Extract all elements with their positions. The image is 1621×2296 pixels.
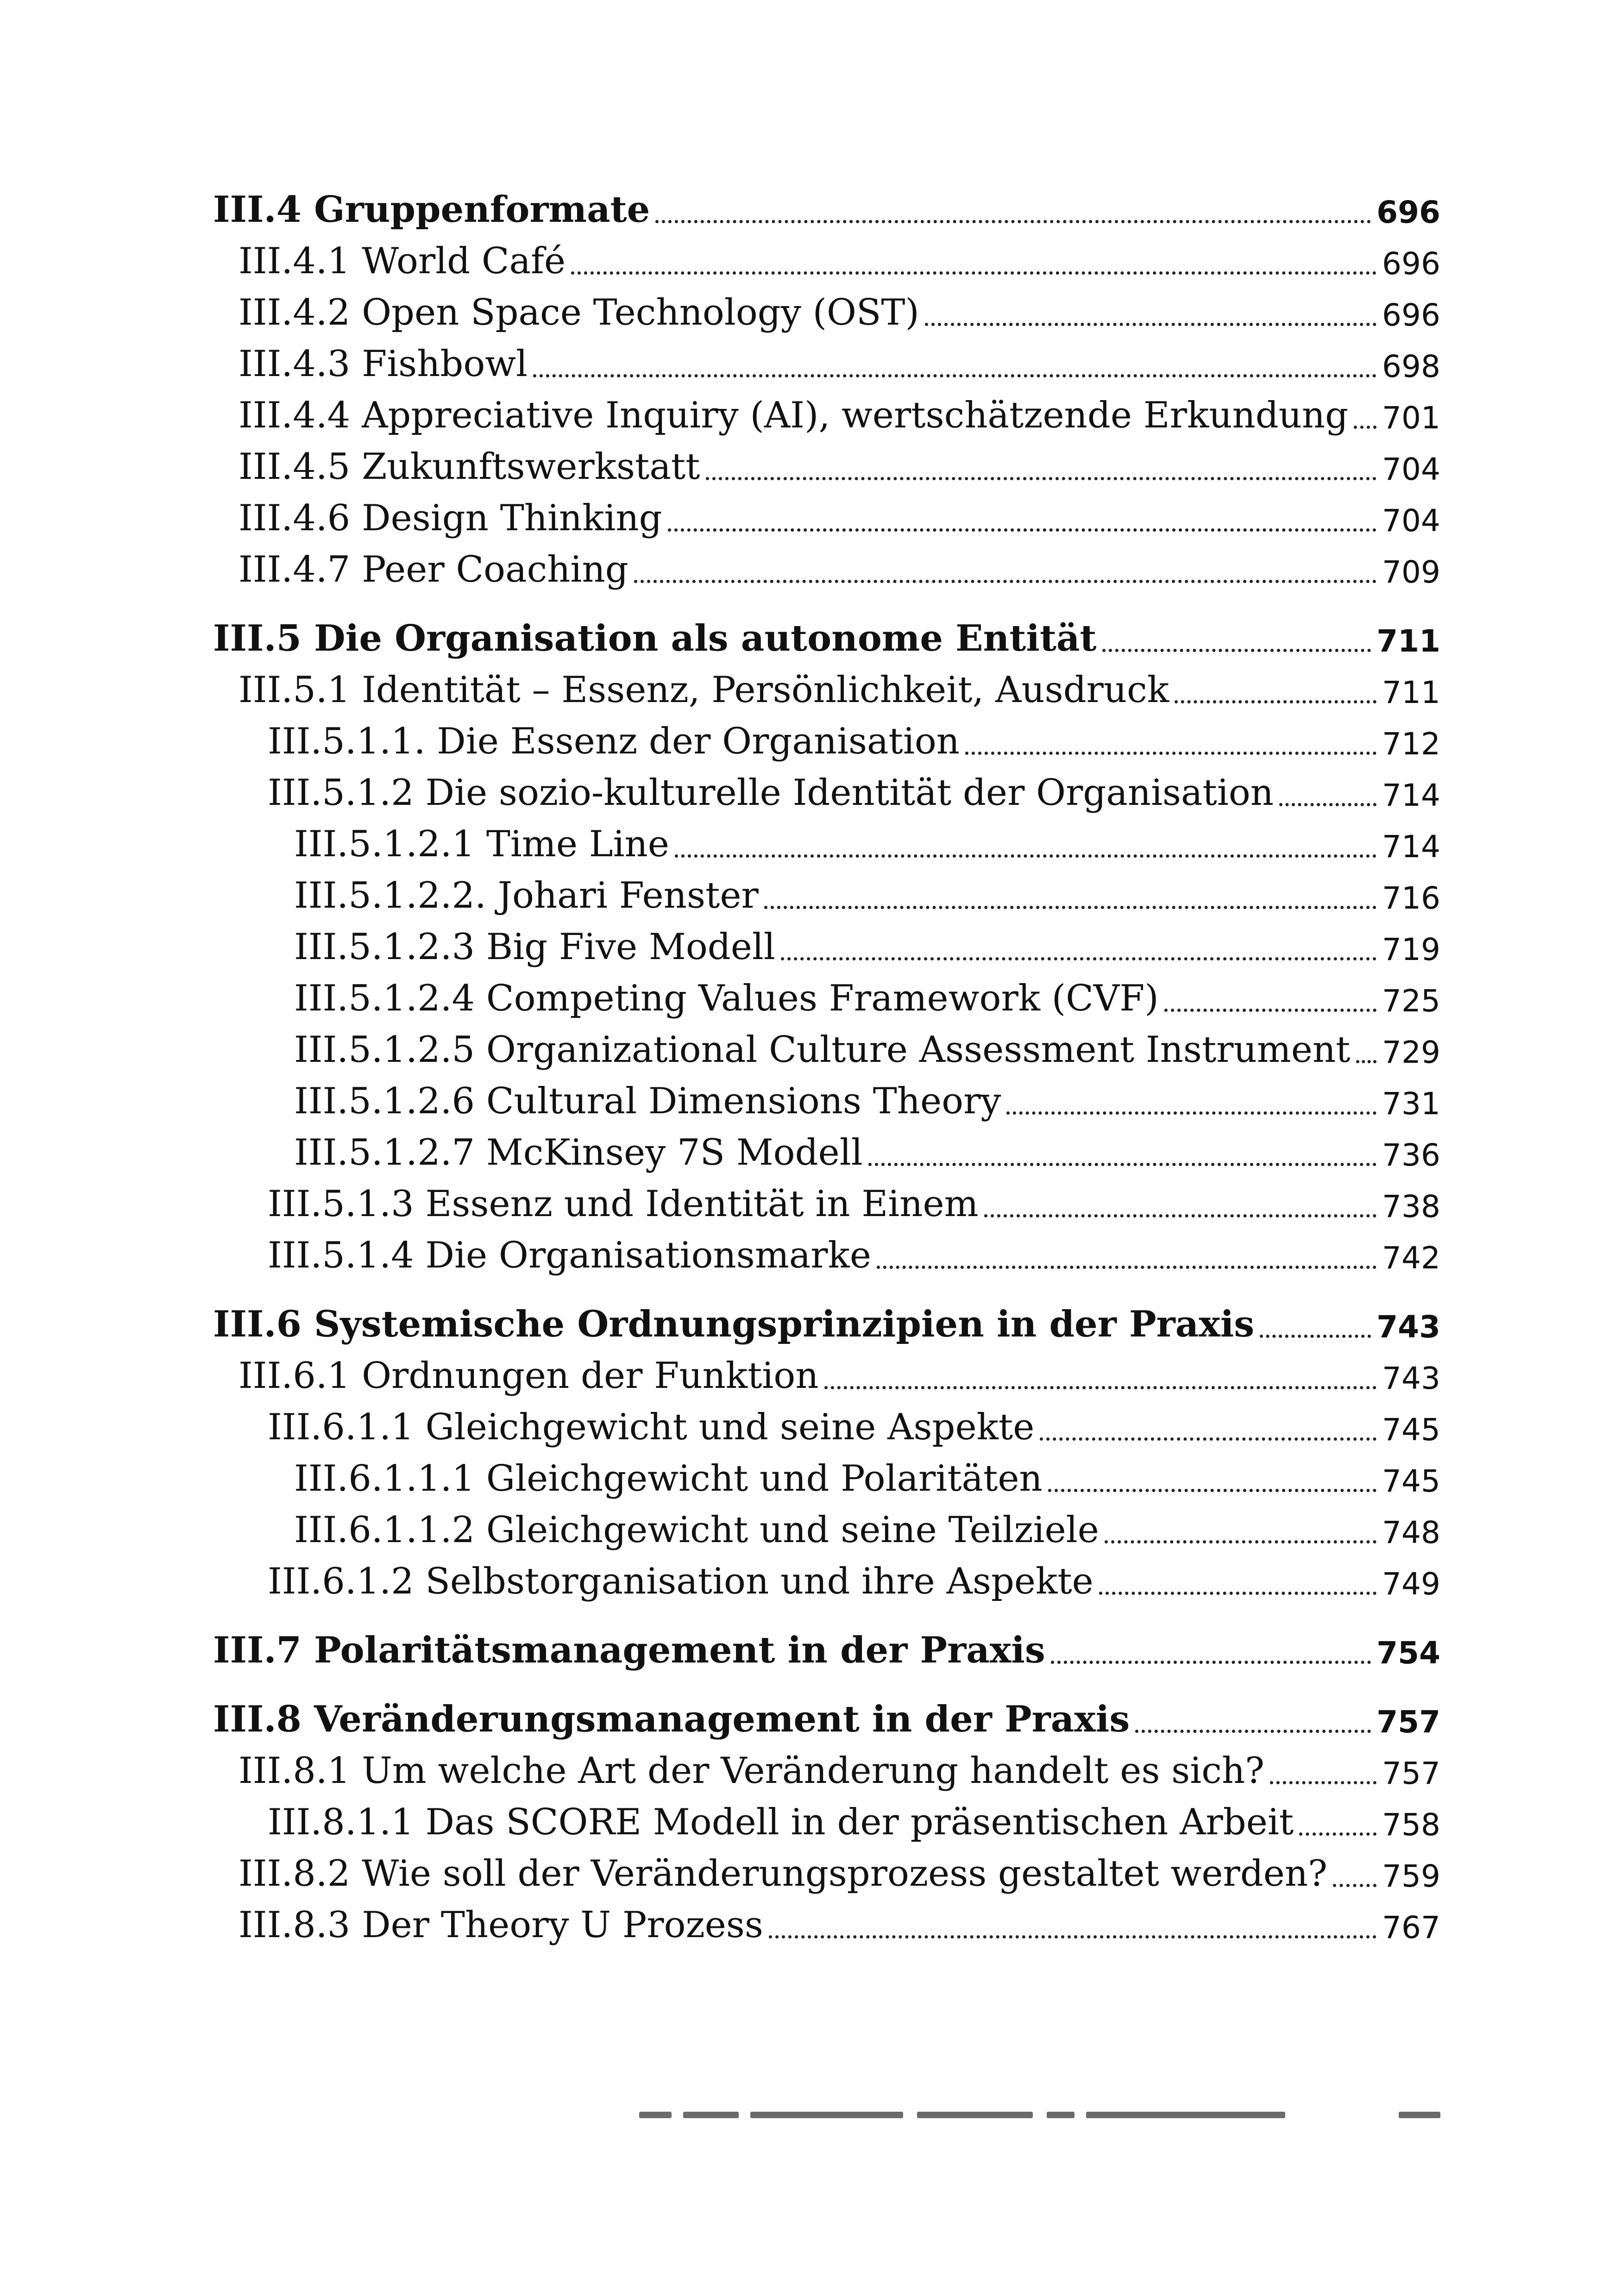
dot-leader <box>634 580 1376 583</box>
toc-entry[interactable] <box>213 1074 1440 1126</box>
toc-entry[interactable] <box>213 543 1440 594</box>
dot-leader <box>533 374 1376 377</box>
toc-entry-title: III.5.1.2.5 Organizational Culture Assessment Instrument <box>294 1029 1351 1071</box>
toc-entry-page: 767 <box>1382 1910 1440 1945</box>
toc-entry-title: III.8.2 Wie soll der Veränderungsprozess gestaltet werden? <box>239 1853 1327 1895</box>
toc-entry-page: 701 <box>1382 400 1440 436</box>
dot-leader <box>1006 1111 1376 1115</box>
toc-entry-page: 743 <box>1376 1309 1440 1345</box>
toc-entry-title: III.8.1 Um welche Art der Veränderung handelt es sich? <box>239 1750 1265 1792</box>
toc-entry[interactable] <box>213 817 1440 869</box>
toc-entry[interactable] <box>213 1503 1440 1555</box>
toc-entry-title: III.4.7 Peer Coaching <box>239 549 628 590</box>
toc-entry-page: 758 <box>1382 1807 1440 1843</box>
toc-entry[interactable] <box>213 1177 1440 1229</box>
toc-entry-page: 745 <box>1382 1463 1440 1499</box>
toc-entry[interactable] <box>213 1744 1440 1795</box>
toc-entry[interactable] <box>213 1023 1440 1074</box>
dot-leader <box>781 957 1376 960</box>
toc-entry-page: 696 <box>1382 297 1440 333</box>
toc-entry-page: 748 <box>1382 1515 1440 1550</box>
toc-entry[interactable] <box>213 1349 1440 1400</box>
toc-entry-title: III.4.2 Open Space Technology (OST) <box>239 292 919 333</box>
toc-entry-title: III.6.1.2 Selbstorganisation und ihre Aspekte <box>268 1561 1093 1602</box>
toc-entry-title: III.5.1.2.4 Competing Values Framework (CVF) <box>294 978 1159 1019</box>
toc-entry-page: 731 <box>1382 1086 1440 1122</box>
toc-entry-title: III.5.1.2 Die sozio-kulturelle Identität der Organisation <box>268 772 1274 814</box>
dot-leader <box>1099 1592 1376 1595</box>
toc-entry-title: III.5.1.4 Die Organisationsmarke <box>268 1235 871 1276</box>
dot-leader <box>1135 1730 1371 1733</box>
toc-entry[interactable] <box>213 663 1440 715</box>
toc-entry-page: 745 <box>1382 1412 1440 1448</box>
toc-entry-title: III.7 Polaritätsmanagement in der Praxis <box>213 1629 1045 1671</box>
dot-leader <box>1279 803 1376 806</box>
dot-leader <box>925 323 1376 326</box>
dot-leader <box>1051 1661 1371 1664</box>
toc-entry[interactable] <box>213 972 1440 1023</box>
toc-entry[interactable] <box>213 389 1440 440</box>
toc-entry-page: 757 <box>1382 1756 1440 1791</box>
toc-entry-page: 711 <box>1382 675 1440 710</box>
toc-entry[interactable] <box>213 1229 1440 1280</box>
toc-entry[interactable] <box>213 337 1440 389</box>
toc-entry-page: 749 <box>1382 1566 1440 1602</box>
toc-entry-page: 711 <box>1376 623 1440 659</box>
toc-entry[interactable] <box>213 491 1440 543</box>
toc-entry-title: III.4.1 World Café <box>239 240 566 282</box>
toc-entry[interactable] <box>213 1795 1440 1847</box>
toc-entry[interactable] <box>213 1126 1440 1177</box>
dot-leader <box>675 854 1376 858</box>
dot-leader <box>764 906 1376 909</box>
toc-entry-page: 712 <box>1382 726 1440 762</box>
toc-entry-page: 704 <box>1382 452 1440 487</box>
dot-leader <box>655 220 1371 223</box>
toc-entry-title: III.8.3 Der Theory U Prozess <box>239 1904 763 1946</box>
dot-leader <box>1333 1884 1376 1887</box>
dot-leader <box>1356 1060 1377 1063</box>
dot-leader <box>571 271 1376 275</box>
toc-entry[interactable] <box>213 1400 1440 1452</box>
toc-entry[interactable] <box>213 1847 1440 1898</box>
toc-entry[interactable] <box>213 1693 1440 1744</box>
toc-entry-page: 729 <box>1382 1035 1440 1070</box>
toc-entry-page: 696 <box>1376 194 1440 230</box>
dot-leader <box>1105 1540 1376 1543</box>
dot-leader <box>1299 1832 1376 1836</box>
toc-entry-page: 759 <box>1382 1858 1440 1894</box>
toc-entry[interactable] <box>213 1555 1440 1606</box>
dot-leader <box>1270 1781 1376 1784</box>
toc-entry-page: 725 <box>1382 983 1440 1019</box>
toc-entry-title: III.5.1.2.6 Cultural Dimensions Theory <box>294 1080 1001 1122</box>
toc-entry-page: 743 <box>1382 1361 1440 1396</box>
dot-leader <box>769 1935 1376 1938</box>
dot-leader <box>1040 1437 1376 1441</box>
toc-entry-title: III.5.1.1. Die Essenz der Organisation <box>268 721 960 762</box>
dot-leader <box>1354 426 1376 429</box>
toc-entry-title: III.5.1.3 Essenz und Identität in Einem <box>268 1183 979 1225</box>
dot-leader <box>868 1163 1376 1166</box>
toc-entry-title: III.4.3 Fishbowl <box>239 343 528 385</box>
toc-entry-title: III.5.1.2.1 Time Line <box>294 823 669 865</box>
toc-entry-title: III.5.1.2.7 McKinsey 7S Modell <box>294 1132 863 1173</box>
toc-entry-title: III.6.1.1.1 Gleichgewicht und Polaritäten <box>294 1458 1043 1499</box>
cropped-running-footer <box>639 2102 1454 2135</box>
toc-entry-title: III.8.1.1 Das SCORE Modell in der präsentischen Arbeit <box>268 1801 1294 1843</box>
dot-leader <box>1048 1489 1376 1492</box>
toc-entry[interactable] <box>213 286 1440 337</box>
toc-entry[interactable] <box>213 869 1440 920</box>
toc-entry-title: III.6 Systemische Ordnungsprinzipien in der Praxis <box>213 1303 1255 1345</box>
toc-entry[interactable] <box>213 715 1440 766</box>
dot-leader <box>1102 649 1371 652</box>
table-of-contents <box>213 183 1440 1950</box>
toc-entry[interactable] <box>213 1898 1440 1950</box>
dot-leader <box>824 1386 1376 1389</box>
toc-entry-title: III.4.6 Design Thinking <box>239 497 662 539</box>
toc-entry-page: 698 <box>1382 349 1440 384</box>
toc-entry-page: 757 <box>1376 1704 1440 1740</box>
toc-entry[interactable] <box>213 1298 1440 1349</box>
toc-entry-page: 696 <box>1382 246 1440 282</box>
toc-entry-title: III.4 Gruppenformate <box>213 188 650 231</box>
toc-entry[interactable] <box>213 1624 1440 1675</box>
toc-entry-title: III.6.1.1 Gleichgewicht und seine Aspekte <box>268 1406 1035 1448</box>
toc-entry-title: III.6.1 Ordnungen der Funktion <box>239 1355 819 1397</box>
toc-entry-page: 714 <box>1382 829 1440 865</box>
dot-leader <box>877 1266 1376 1269</box>
toc-entry[interactable] <box>213 1452 1440 1503</box>
toc-entry[interactable] <box>213 440 1440 491</box>
dot-leader <box>706 477 1376 480</box>
toc-entry-title: III.6.1.1.2 Gleichgewicht und seine Teilziele <box>294 1509 1099 1551</box>
toc-entry-page: 738 <box>1382 1189 1440 1224</box>
toc-entry[interactable] <box>213 766 1440 817</box>
toc-entry-page: 714 <box>1382 778 1440 813</box>
toc-entry-title: III.8 Veränderungsmanagement in der Praxis <box>213 1698 1130 1740</box>
toc-entry-page: 736 <box>1382 1137 1440 1173</box>
toc-entry-title: III.4.5 Zukunftswerkstatt <box>239 446 700 488</box>
toc-entry-page: 754 <box>1376 1635 1440 1671</box>
toc-entry-page: 719 <box>1382 932 1440 967</box>
toc-entry-page: 716 <box>1382 880 1440 916</box>
dot-leader <box>1164 1009 1376 1012</box>
toc-entry-page: 709 <box>1382 554 1440 590</box>
toc-entry[interactable] <box>213 234 1440 286</box>
dot-leader <box>1260 1335 1371 1338</box>
toc-entry-page: 704 <box>1382 503 1440 539</box>
toc-entry-title: III.4.4 Appreciative Inquiry (AI), wertschätzende Erkundung <box>239 395 1349 436</box>
toc-entry-page: 742 <box>1382 1240 1440 1276</box>
dot-leader <box>668 528 1376 532</box>
toc-entry-title: III.5.1 Identität – Essenz, Persönlichkeit, Ausdruck <box>239 669 1169 711</box>
dot-leader <box>1175 700 1376 703</box>
toc-entry-title: III.5.1.2.2. Johari Fenster <box>294 875 759 916</box>
toc-entry[interactable] <box>213 612 1440 663</box>
toc-entry-title: III.5 Die Organisation als autonome Entität <box>213 617 1097 659</box>
toc-entry-title: III.5.1.2.3 Big Five Modell <box>294 926 775 968</box>
dot-leader <box>984 1214 1376 1217</box>
dot-leader <box>965 752 1376 755</box>
toc-entry[interactable] <box>213 183 1440 234</box>
toc-entry[interactable] <box>213 920 1440 972</box>
